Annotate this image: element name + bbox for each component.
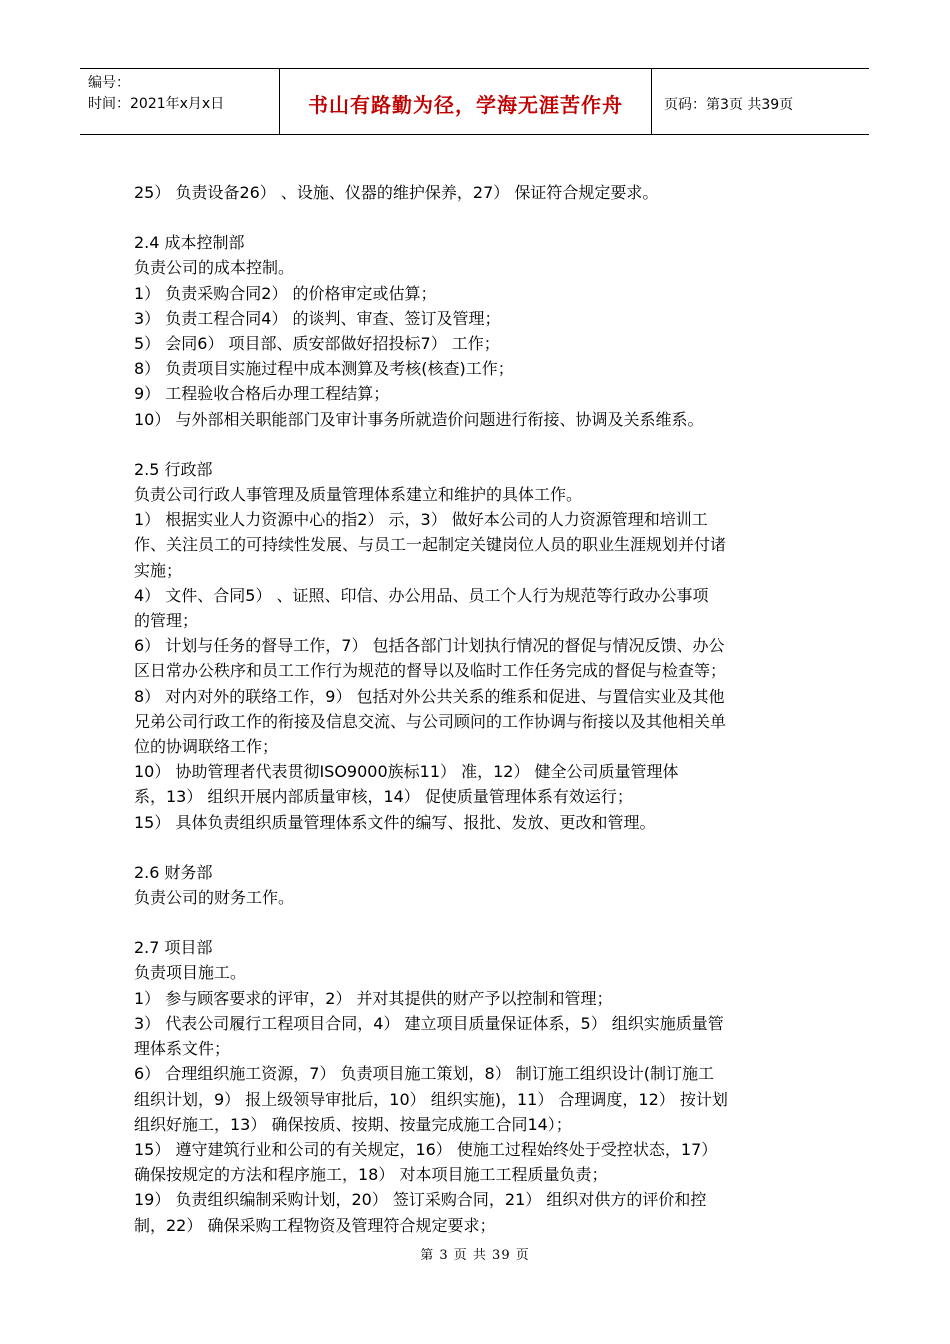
body-line: 1） 负责采购合同2） 的价格审定或估算； (134, 283, 437, 303)
body-line: 兄弟公司行政工作的衔接及信息交流、与公司顾问的工作协调与衔接以及其他相关单 (134, 711, 727, 731)
body-line: 3） 代表公司履行工程项目合同，4） 建立项目质量保证体系，5） 组织实施质量管 (134, 1013, 724, 1033)
body-line: 10） 与外部相关职能部门及审计事务所就造价问题进行衔接、协调及关系维系。 (134, 409, 704, 429)
paragraph-gap (134, 432, 824, 457)
body-line: 制，22） 确保采购工程物资及管理符合规定要求； (134, 1215, 496, 1235)
body-line: 25） 负责设备26） 、设施、仪器的维护保养，27） 保证符合规定要求。 (134, 183, 659, 202)
header-page-cell (652, 69, 869, 134)
section-heading: 2.6 财务部 (134, 862, 213, 882)
body-line: 9） 工程验收合格后办理工程结算； (134, 384, 390, 404)
body-line: 4） 文件、合同5） 、证照、印信、办公用品、员工个人行为规范等行政办公事项 (134, 585, 709, 605)
body-line: 3） 负责工程合同4） 的谈判、审查、签订及管理； (134, 308, 501, 328)
body-line: 5） 会同6） 项目部、质安部做好招投标7） 工作； (134, 334, 500, 354)
section-heading: 2.4 成本控制部 (134, 233, 245, 253)
body-line: 10） 协助管理者代表贯彻ISO9000族标11） 准，12） 健全公司质量管理体 (134, 762, 679, 782)
body-line: 1） 参与顾客要求的评审，2） 并对其提供的财产予以控制和管理； (134, 988, 613, 1008)
section-heading: 2.5 行政部 (134, 459, 213, 479)
body-line: 6） 计划与任务的督导工作，7） 包括各部门计划执行情况的督促与情况反馈、办公 (134, 636, 725, 656)
body-line: 区日常办公秩序和员工工作行为规范的督导以及临时工作任务完成的督促与检查等； (134, 661, 727, 681)
page-footer: 第 3 页 共 39 页 (420, 1248, 530, 1263)
body-line: 理体系文件； (134, 1039, 231, 1059)
body-line: 系，13） 组织开展内部质量审核，14） 促使质量管理体系有效运行； (134, 787, 633, 807)
body-line: 15） 具体负责组织质量管理体系文件的编写、报批、发放、更改和管理。 (134, 812, 656, 832)
body-line: 实施； (134, 560, 183, 580)
body-line: 组织计划，9） 报上级领导审批后，10） 组织实施)，11） 合理调度，12） 按计划 (134, 1089, 728, 1109)
paragraph-gap (134, 205, 824, 230)
header-motto-cell (280, 69, 652, 134)
body-line: 15） 遵守建筑行业和公司的有关规定，16） 使施工过程始终处于受控状态，17） (134, 1139, 718, 1159)
page-info: 页码：第3页 共39页 (664, 96, 794, 113)
body-line: 作、关注员工的可持续性发展、与员工一起制定关键岗位人员的职业生涯规划并付诸 (134, 535, 727, 555)
body-line: 19） 负责组织编制采购计划，20） 签订采购合同，21） 组织对供方的评价和控 (134, 1190, 707, 1210)
paragraph-gap (134, 910, 824, 935)
body-line: 1） 根据实业人力资源中心的指2） 示，3） 做好本公司的人力资源管理和培训工 (134, 510, 708, 530)
body-line: 位的协调联络工作； (134, 737, 279, 757)
document-body (134, 180, 824, 1238)
body-line: 的管理； (134, 611, 199, 631)
motto-text: 书山有路勤为径，学海无涯苦作舟 (308, 93, 623, 117)
body-line: 组织好施工，13） 确保按质、按期、按量完成施工合同14）； (134, 1114, 572, 1134)
header-meta-cell (80, 69, 280, 134)
body-line: 负责项目施工。 (134, 963, 247, 983)
paragraph-gap (134, 835, 824, 860)
time-label: 时间：2021年x月x日 (88, 96, 225, 112)
body-line: 6） 合理组织施工资源，7） 负责项目施工策划，8） 制订施工组织设计(制订施工 (134, 1064, 715, 1084)
body-line: 8） 对内对外的联络工作，9） 包括对外公共关系的维系和促进、与置信实业及其他 (134, 686, 725, 706)
body-line: 负责公司的财务工作。 (134, 888, 295, 908)
body-line: 8） 负责项目实施过程中成本测算及考核(核查)工作； (134, 359, 514, 379)
section-heading: 2.7 项目部 (134, 938, 213, 958)
number-label: 编号： (88, 75, 130, 91)
body-line: 负责公司的成本控制。 (134, 258, 295, 278)
body-line: 负责公司行政人事管理及质量管理体系建立和维护的具体工作。 (134, 485, 583, 505)
document-header (80, 68, 869, 135)
body-line: 确保按规定的方法和程序施工，18） 对本项目施工工程质量负责； (134, 1165, 608, 1185)
